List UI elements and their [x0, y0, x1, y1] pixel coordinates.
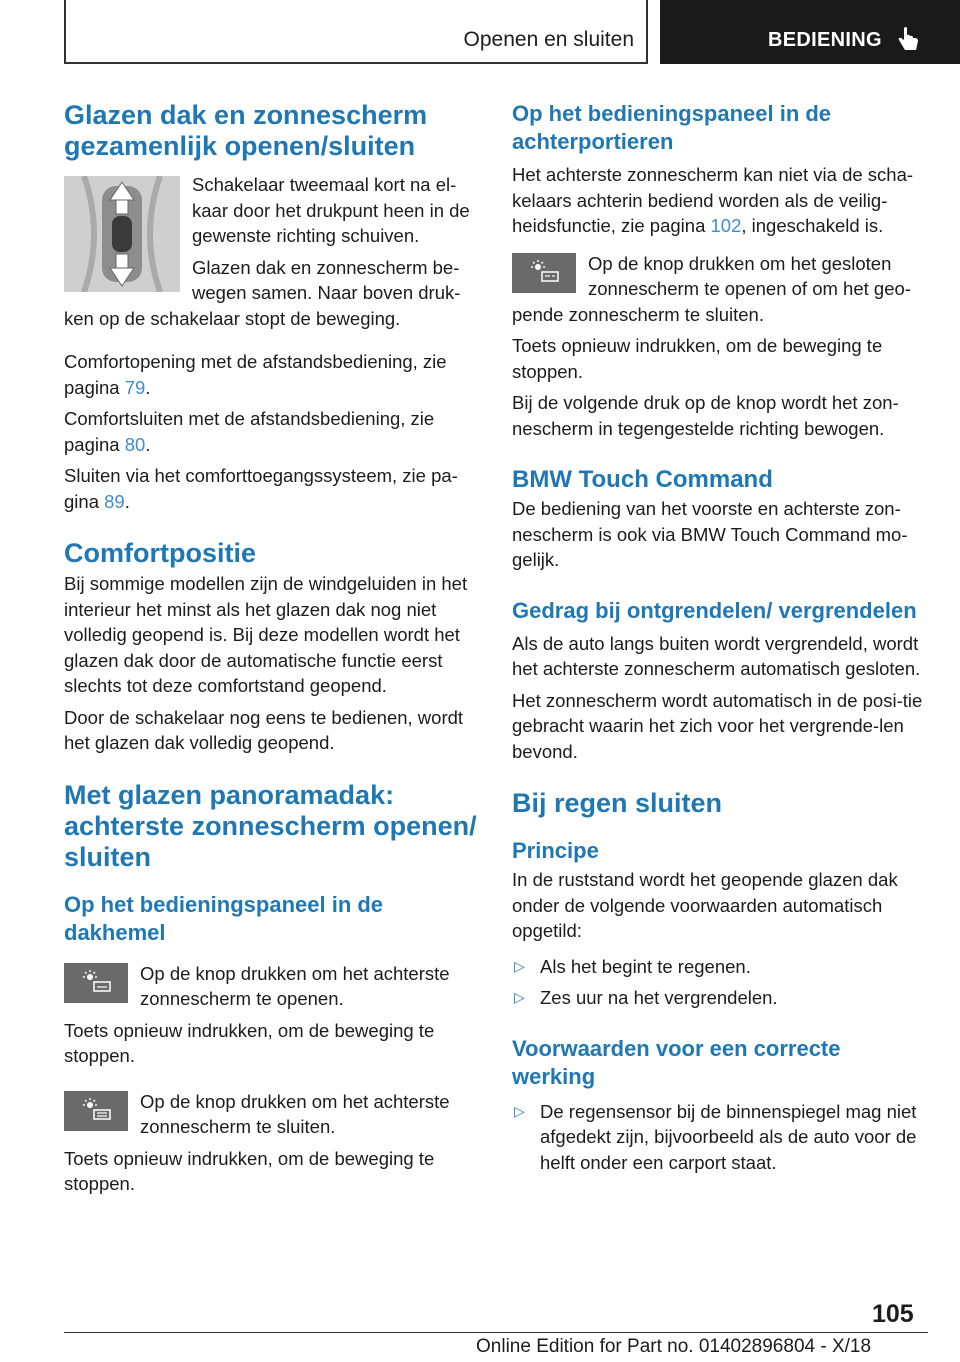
heading-principe: Principe	[512, 838, 599, 863]
para-roof-move-together: Glazen dak en zonnescherm be-wegen samen. Naar boven druk-ken op de schakelaar stopt de beweging.	[64, 256, 461, 329]
para-comfort-closing: Comfortsluiten met de afstandsbediening, zie pagina 80.	[64, 408, 435, 455]
page-link-79[interactable]: 79	[124, 376, 146, 398]
page-number: 105	[872, 1300, 914, 1328]
para-fully-open: Door de schakelaar nog eens te bedienen, wordt het glazen dak volledig geopend.	[64, 706, 464, 753]
para-press-open-close: Op de knop drukken om het gesloten zonnescherm te openen of om het geo-pende zonnescherm te sluiten.	[512, 252, 911, 325]
rear-door-sunshade-button[interactable]	[512, 253, 576, 293]
heading-bmw-touch-command: BMW Touch Command	[512, 466, 773, 493]
hand-pointer-icon	[896, 26, 920, 54]
para-opposite-direction: Bij de volgende druk op de knop wordt het zon-nescherm in tegengestelde richting bewogen.	[512, 392, 899, 439]
para-press-again-stop-2: Toets opnieuw indrukken, om de beweging te stoppen.	[64, 1147, 435, 1194]
para-touch-command: De bediening van het voorste en achterste zon-nescherm is ook via BMW Touch Command mo-gelijk.	[512, 498, 908, 570]
para-position-restore: Het zonnescherm wordt automatisch in de posi-tie gebracht waarin het zich voor het vergrende-len bevond.	[512, 689, 923, 762]
header-chapter-box	[660, 0, 960, 64]
para-comfort-opening-text: Comfortopening met de afstandsbediening, zie pagina	[64, 351, 447, 398]
list-item-text: Zes uur na het vergrendelen.	[540, 987, 778, 1008]
right-column	[512, 100, 928, 1175]
para-press-open-rear: Op de knop drukken om het achterste zonnescherm te openen.	[140, 962, 450, 1009]
list-item-text: De regensensor bij de binnenspiegel mag niet afgedekt zijn, bijvoorbeeld als de auto voor de helft onder een carport staat.	[540, 1100, 917, 1173]
para-comfort-closing-text: Comfortsluiten met de afstandsbediening, zie pagina	[64, 408, 435, 455]
rear-sunshade-icon	[512, 253, 576, 293]
heading-achterportieren: Op het bedieningspaneel in de achterportieren	[512, 101, 832, 154]
header-chapter-title: BEDIENING	[768, 29, 882, 51]
header-section-title: Openen en sluiten	[463, 28, 634, 51]
para-rear-switches-tail: , ingeschakeld is.	[741, 215, 884, 236]
roof-switch-photo	[64, 176, 180, 292]
para-press-close-rear: Op de knop drukken om het achterste zonnescherm te sluiten.	[140, 1090, 450, 1137]
sunshade-open-icon	[64, 963, 128, 1003]
heading-dakhemel: Op het bedieningspaneel in de dakhemel	[64, 891, 384, 945]
roof-switch-image	[64, 176, 180, 292]
heading-panoramadak: Met glazen panoramadak: achterste zonnescherm openen/ sluiten	[64, 779, 477, 872]
para-press-again-stop-1: Toets opnieuw indrukken, om de beweging te stoppen.	[64, 1019, 435, 1066]
para-comfort-access-text: Sluiten via het comforttoegangssysteem, zie pa-gina	[64, 465, 458, 512]
list-item	[512, 985, 928, 1011]
para-comfort-opening: Comfortopening met de afstandsbediening, zie pagina 79.	[64, 351, 447, 398]
heading-voorwaarden: Voorwaarden voor een correcte werking	[512, 1035, 841, 1089]
bullet-arrow-icon: ▷	[514, 957, 525, 974]
page-link-102[interactable]: 102	[710, 215, 742, 236]
para-comfort-access: Sluiten via het comforttoegangssysteem, zie pa-gina 89.	[64, 465, 458, 512]
sunshade-open-button[interactable]	[64, 963, 128, 1003]
list-item	[512, 954, 928, 980]
heading-bij-regen-sluiten: Bij regen sluiten	[512, 788, 723, 818]
heading-comfortpositie: Comfortpositie	[64, 538, 256, 568]
heading-glazen-dak-zonnescherm: Glazen dak en zonnescherm gezamenlijk openen/sluiten	[64, 100, 428, 161]
sunshade-close-button[interactable]	[64, 1091, 128, 1131]
footer-divider	[64, 1332, 928, 1333]
footer-edition: Online Edition for Part no. 01402896804 - X/18	[476, 1336, 872, 1357]
sunshade-close-icon	[64, 1091, 128, 1131]
bullet-arrow-icon: ▷	[514, 1102, 525, 1119]
left-column	[64, 100, 480, 1197]
header-section-box	[64, 0, 648, 64]
para-locked-outside: Als de auto langs buiten wordt vergrendeld, wordt het achterste zonnescherm automatisch gesloten.	[512, 632, 921, 679]
bullet-arrow-icon: ▷	[514, 989, 525, 1005]
para-rear-switches-disabled	[512, 162, 928, 239]
para-switch-twice: Schakelaar tweemaal kort na el-kaar door het drukpunt heen in de gewenste richting schuiven.	[192, 174, 470, 246]
para-press-again-stop-3: Toets opnieuw indrukken, om de beweging te stoppen.	[512, 335, 883, 382]
list-item	[512, 1099, 928, 1176]
para-comfortpositie: Bij sommige modellen zijn de windgeluiden in het interieur het minst als het glazen dak nog niet volledig geopend is. Bij deze modellen wordt het glazen dak door de automatische functie eerst slechts tot deze comfortstand geopend.	[64, 573, 468, 696]
page-link-89[interactable]: 89	[104, 490, 125, 512]
heading-ontgrendelen-vergrendelen: Gedrag bij ontgrendelen/ vergrendelen	[512, 597, 917, 623]
para-rest-state: In de ruststand wordt het geopende glazen dak onder de volgende voorwaarden automatisch opgetild:	[512, 869, 898, 941]
para-rear-switches-text: Het achterste zonnescherm kan niet via de scha-kelaars achterin bediend worden als de veilig-heidsfunctie, zie pagina	[512, 164, 914, 236]
list-item-text: Als het begint te regenen.	[540, 955, 751, 977]
page-link-80[interactable]: 80	[124, 433, 146, 455]
